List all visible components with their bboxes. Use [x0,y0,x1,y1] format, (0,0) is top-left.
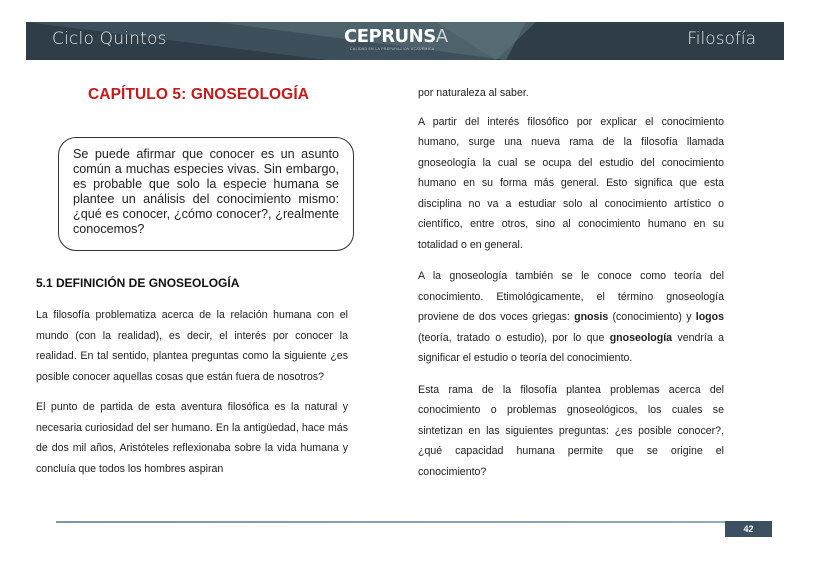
page-header [26,22,784,60]
paragraph: La filosofía problematiza acerca de la relación humana con el mundo (con la realidad), es decir, el interés por conocer la realidad. En tal sentido, plantea preguntas como la siguiente ¿es posible conocer aquellas cosas que están fuera de nosotros? [36,309,348,383]
subject-label: Filosofía [687,29,756,49]
intro-quote-box [58,137,354,251]
term-gnosis: gnosis [574,311,609,323]
logo-tagline: CALIDAD EN LA PREPARACIÓN ACADÉMICA [350,47,435,51]
term-logos: logos [695,311,724,323]
paragraph: El punto de partida de esta aventura filosófica es la natural y necesaria curiosidad del ser humano. En la antigüedad, hace más de dos mil años, Aristóteles reflexionaba sobre la vida humana y concluía que todos los hombres aspiran [36,401,348,475]
paragraph: Esta rama de la filosofía plantea problemas acerca del conocimiento o problemas gnoseológicos, los cuales se sintetizan en las siguientes preguntas: ¿es posible conocer?, ¿qué capacidad humana permite que se origine el conocimiento? [418,383,724,478]
logo-wordmark: CEPRUNSA [344,26,448,47]
paragraph: A partir del interés filosófico por explicar el conocimiento humano, surge una nueva rama de la filosofía llamada gnoseología la cual se ocupa del estudio del conocimiento humano en su forma más general. Esto significa que esta disciplina no va a estudiar solo al conocimiento artístico o científico, entre otros, sino al conocimiento humano en su totalidad o en general. [418,115,724,251]
chapter-title: CAPÍTULO 5: GNOSEOLOGÍA [88,86,310,103]
course-cycle-label: Ciclo Quintos [52,29,167,49]
left-column-text [36,305,348,489]
term-gnoseologia: gnoseología [609,331,673,344]
section-heading: 5.1 DEFINICIÓN DE GNOSEOLOGÍA [36,276,240,290]
intro-quote-text: Se puede afirmar que conocer es un asunto común a muchas especies vivas. Sin embargo, es probable que solo la especie humana se plantee un análisis del conocimiento mismo: ¿qué es conocer, ¿cómo conocer?, ¿realmente conocemos? [73,147,339,236]
paragraph: por naturaleza al saber. [418,87,529,99]
paragraph-etymology: A la gnoseología también se le conoce como teoría del conocimiento. Etimológicamente, el término gnoseología proviene de dos voces griegas: gnosis (conocimiento) y logos (teoría, tratado o estudio), por lo que gnoseología vendría a significar el estudio o teoría del conocimiento. [418,270,724,364]
page-number-badge: 42 [725,521,772,537]
footer-divider [56,521,726,523]
right-column-text [418,83,724,492]
ceprunsa-logo [344,27,464,57]
